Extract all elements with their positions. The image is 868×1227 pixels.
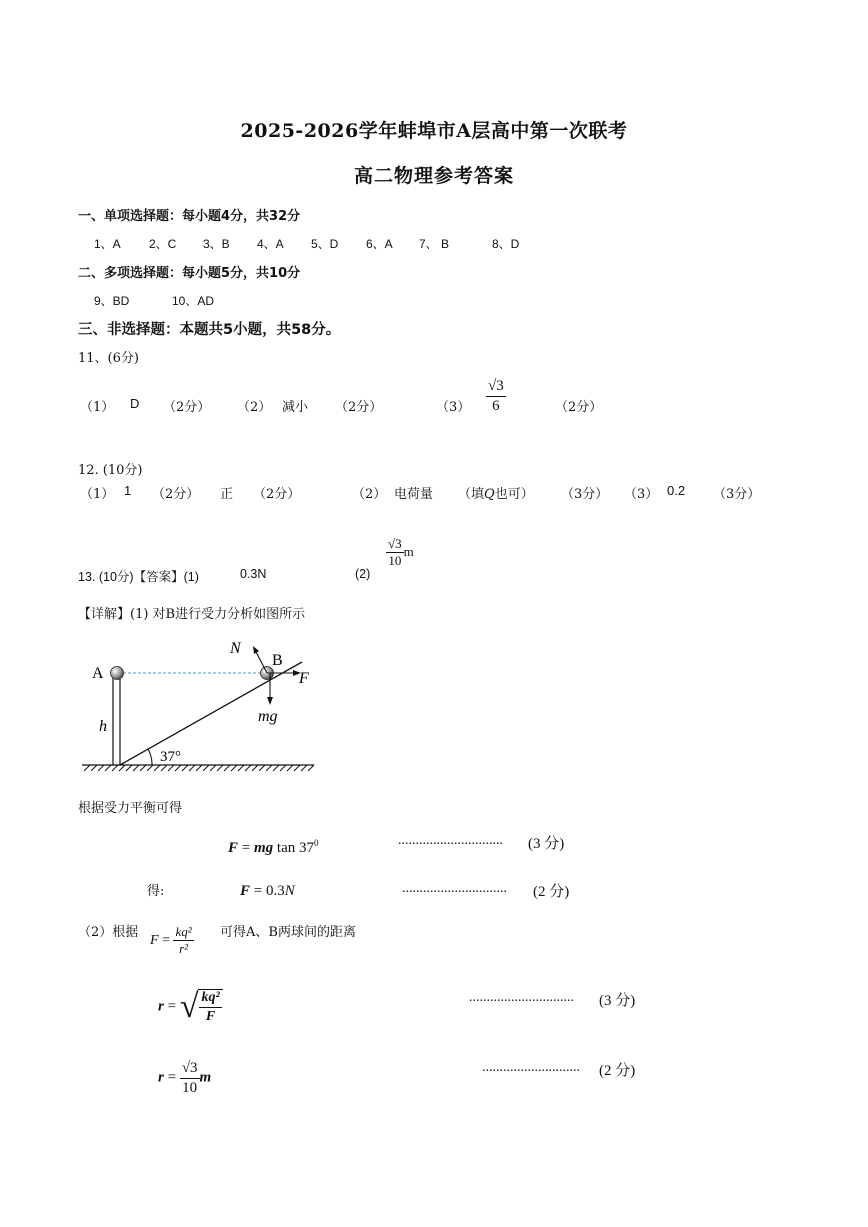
q11-label: 11、(6分) [78,351,139,366]
q13-part2-answer [386,537,414,569]
q12-part1-label: （1） [80,487,115,502]
answer-item: 6、A [366,237,393,251]
section2-heading: 二、多项选择题：每小题5分，共10分 [78,266,301,281]
q11-part3-label: （3） [436,400,471,415]
q12-part1-answer-b: 正 [220,487,234,502]
equation-2: F = 0.3N [240,883,295,899]
ground-hatching [84,765,314,771]
label-h: h [99,718,107,735]
q12-answers [0,483,868,503]
q13-part1-answer: 0.3N [240,567,267,581]
equation-4: r = $\frac{√3}{10}$ m [158,1060,212,1096]
q11-part1-answer: D [130,396,140,411]
fraction-numerator: √3 [486,378,506,397]
answer-item: 8、D [492,237,520,251]
q13-detail: 【详解】(1) 对B进行受力分析如图所示 [78,607,306,622]
q11-part1-label: （1） [80,400,115,415]
answer-item: 5、D [311,237,339,251]
answer-item: 3、B [203,237,230,251]
q12-part2-answer: 电荷量 [394,487,434,502]
force-diagram [76,632,326,777]
answer-item: 10、AD [172,294,215,308]
q12-part2-note: （填Q也可） [458,487,534,502]
section2-answers [0,292,868,308]
fraction-denominator: 10 [388,553,402,569]
fraction-denominator: 6 [492,397,500,414]
normal-force-arrow [255,650,267,673]
q11-part3-score: （2分） [555,400,603,415]
label-angle: 37° [160,749,181,765]
label-f: F [299,670,309,687]
q12-part3-answer: 0.2 [667,483,686,498]
q12-part3-score: （3分） [713,487,761,502]
q12-part1b-score: （2分） [253,487,301,502]
section1-answers [0,235,868,251]
arrow-head [253,646,259,654]
answer-item: 7、 B [419,237,450,251]
unit: m [403,543,414,559]
q11-part2-label: （2） [237,400,272,415]
answer-key-title: 高二物理参考答案 [353,165,514,187]
arrow-head [267,697,273,705]
q11-part1-score: （2分） [163,400,211,415]
ball-a [111,667,124,680]
answer-item: 1、A [94,237,121,251]
sqrt-sign-icon: √ [179,988,199,1025]
q11-part2-score: （2分） [335,400,383,415]
q12-label: 12. (10分) [78,463,143,478]
q12-part2-label: （2） [352,487,387,502]
section3-heading: 三、非选择题：本题共5小题，共58分。 [78,322,341,338]
equation-1-score: (3 分) [528,836,565,852]
balance-text: 根据受力平衡可得 [78,801,183,816]
q11-part3-answer [486,378,506,414]
q12-part2-score: （3分） [561,487,609,502]
section1-heading: 一、单项选择题：每小题4分，共32分 [78,209,301,224]
equation-4-dots: ............................ [482,1060,580,1075]
q12-part3-label: （3） [624,487,659,502]
exam-title: 2025-2026学年蚌埠市A层高中第一次联考 [240,120,628,142]
result-label: 得: [147,884,165,899]
answer-item: 2、C [149,237,177,251]
equation-2-dots: .............................. [402,881,507,896]
q13-label: 13. (10分)【答案】(1) [78,570,199,584]
label-b: B [272,652,283,669]
fraction-numerator: √3 [386,537,404,553]
q11-answers [0,380,868,430]
answer-item: 9、BD [94,294,130,308]
equation-1: F = mg $\tan 37^0$ [228,838,319,856]
equation-1-dots: .............................. [398,833,503,848]
label-mg: mg [258,708,278,725]
equation-2-score: (2 分) [533,884,570,900]
label-n: N [230,640,241,657]
label-a: A [92,665,104,682]
angle-arc [148,749,152,765]
support-pole [113,676,120,765]
equation-3-score: (3 分) [599,993,636,1009]
q11-part2-answer: 减小 [282,400,309,415]
part2-intro: （2）根据 [78,925,139,940]
coulomb-formula: F = $\frac{\text{kq²}}{\text{r²}}$ [150,924,192,957]
answer-item: 4、A [257,237,284,251]
equation-4-score: (2 分) [599,1063,636,1079]
q13-part2-label: (2) [355,567,371,581]
equation-3: r = √ $\frac{\text{kq²}}{F}$ [158,988,223,1026]
equation-3-dots: .............................. [469,990,574,1005]
q12-part1-score: （2分） [152,487,200,502]
q12-part1-answer: 1 [124,483,132,498]
part2-text: 可得A、B两球间的距离 [220,925,356,940]
